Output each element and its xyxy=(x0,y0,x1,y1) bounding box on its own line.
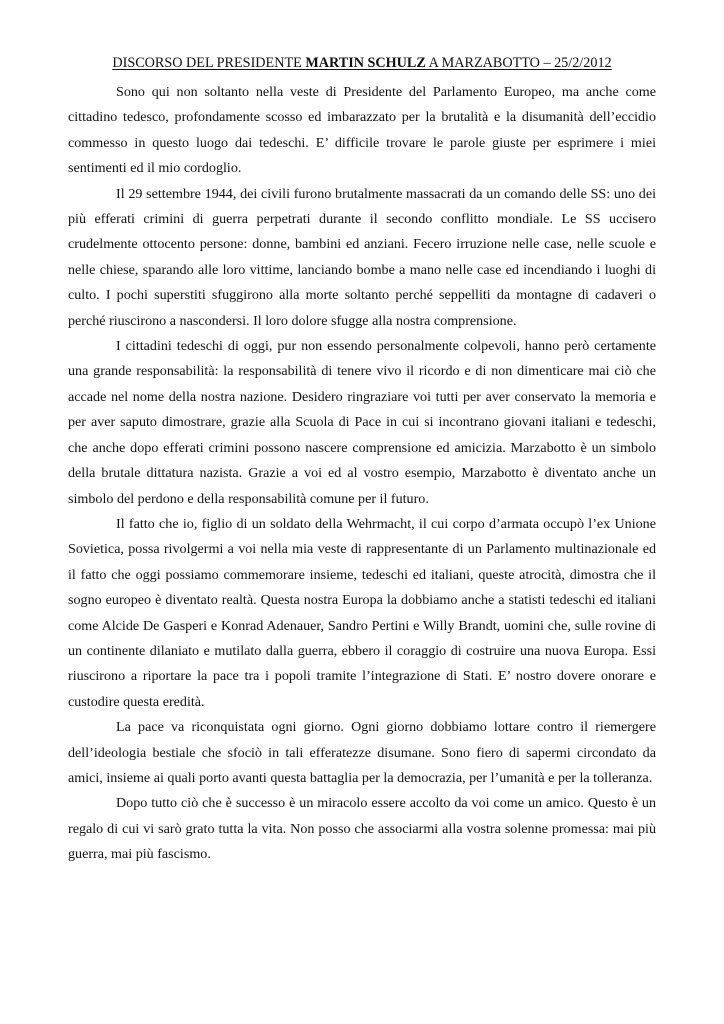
title-suffix: A MARZABOTTO – 25/2/2012 xyxy=(425,55,612,71)
paragraph-4: Il fatto che io, figlio di un soldato della Wehrmacht, il cui corpo d’armata occupò l’ex Unione Sovietica, possa rivolgermi a voi nella mia veste di rappresentante di un Parlamento multinazionale ed il fatto che oggi possiamo commemorare insieme, tedeschi ed italiani, queste atrocità, dimostra che il sogno europeo è diventato realtà. Questa nostra Europa la dobbiamo anche a statisti tedeschi ed italiani come Alcide De Gasperi e Konrad Adenauer, Sandro Pertini e Willy Brandt, uomini che, sulle rovine di un continente dilaniato e mutilato dalla guerra, ebbero il coraggio di costruire una nuova Europa. Essi riuscirono a riportare la pace tra i popoli tramite l’integrazione di Stati. E’ nostro dovere onorare e custodire questa eredità. xyxy=(68,515,656,710)
paragraph-5: La pace va riconquistata ogni giorno. Ogni giorno dobbiamo lottare contro il riemergere dell’ideologia bestiale che sfociò in tali efferatezze disumane. Sono fiero di sapermi circondato da amici, insieme ai quali porto avanti questa battaglia per la democrazia, per l’umanità e per la tolleranza. xyxy=(68,719,656,786)
document-title xyxy=(68,54,656,72)
paragraph-3: I cittadini tedeschi di oggi, pur non essendo personalmente colpevoli, hanno però certamente una grande responsabilità: la responsabilità di tenere vivo il ricordo e di non dimenticare mai ciò che accade nel nome della nostra nazione. Desidero ringraziare voi tutti per aver conservato la memoria e per aver saputo dimostrare, grazie alla Scuola di Pace in cui si incontrano giovani italiani e tedeschi, che anche dopo efferati crimini possono nascere comprensione ed amicizia. Marzabotto è un simbolo della brutale dittatura nazista. Grazie a voi ed al vostro esempio, Marzabotto è diventato anche un simbolo del perdono e della responsabilità comune per il futuro. xyxy=(68,338,656,507)
paragraph-2: Il 29 settembre 1944, dei civili furono brutalmente massacrati da un comando delle SS: uno dei più efferati crimini di guerra perpetrati durante il secondo conflitto mondiale. Le SS uccisero crudelmente ottocento persone: donne, bambini ed anziani. Fecero irruzione nelle case, nelle scuole e nelle chiese, sparando alle loro vittime, lanciando bombe a mano nelle case ed incendiando i luoghi di culto. I pochi superstiti sfuggirono alla morte soltanto perché seppelliti da montagne di cadaveri o perché riuscirono a nascondersi. Il loro dolore sfugge alla nostra comprensione. xyxy=(68,185,656,329)
paragraph-6: Dopo tutto ciò che è successo è un miracolo essere accolto da voi come un amico. Questo è un regalo di cui vi sarò grato tutta la vita. Non posso che associarmi alla vostra solenne promessa: mai più guerra, mai più fascismo. xyxy=(68,795,656,863)
paragraph-1: Sono qui non soltanto nella veste di Presidente del Parlamento Europeo, ma anche come cittadino tedesco, profondamente scosso ed imbarazzato per la brutalità e la disumanità dell’eccidio commesso in questo luogo dai tedeschi. E’ difficile trovare le parole giuste per esprimere i miei sentimenti ed il mio cordoglio. xyxy=(68,84,656,177)
title-prefix: DISCORSO DEL PRESIDENTE xyxy=(112,55,306,71)
title-speaker-name: MARTIN SCHULZ xyxy=(305,55,426,71)
